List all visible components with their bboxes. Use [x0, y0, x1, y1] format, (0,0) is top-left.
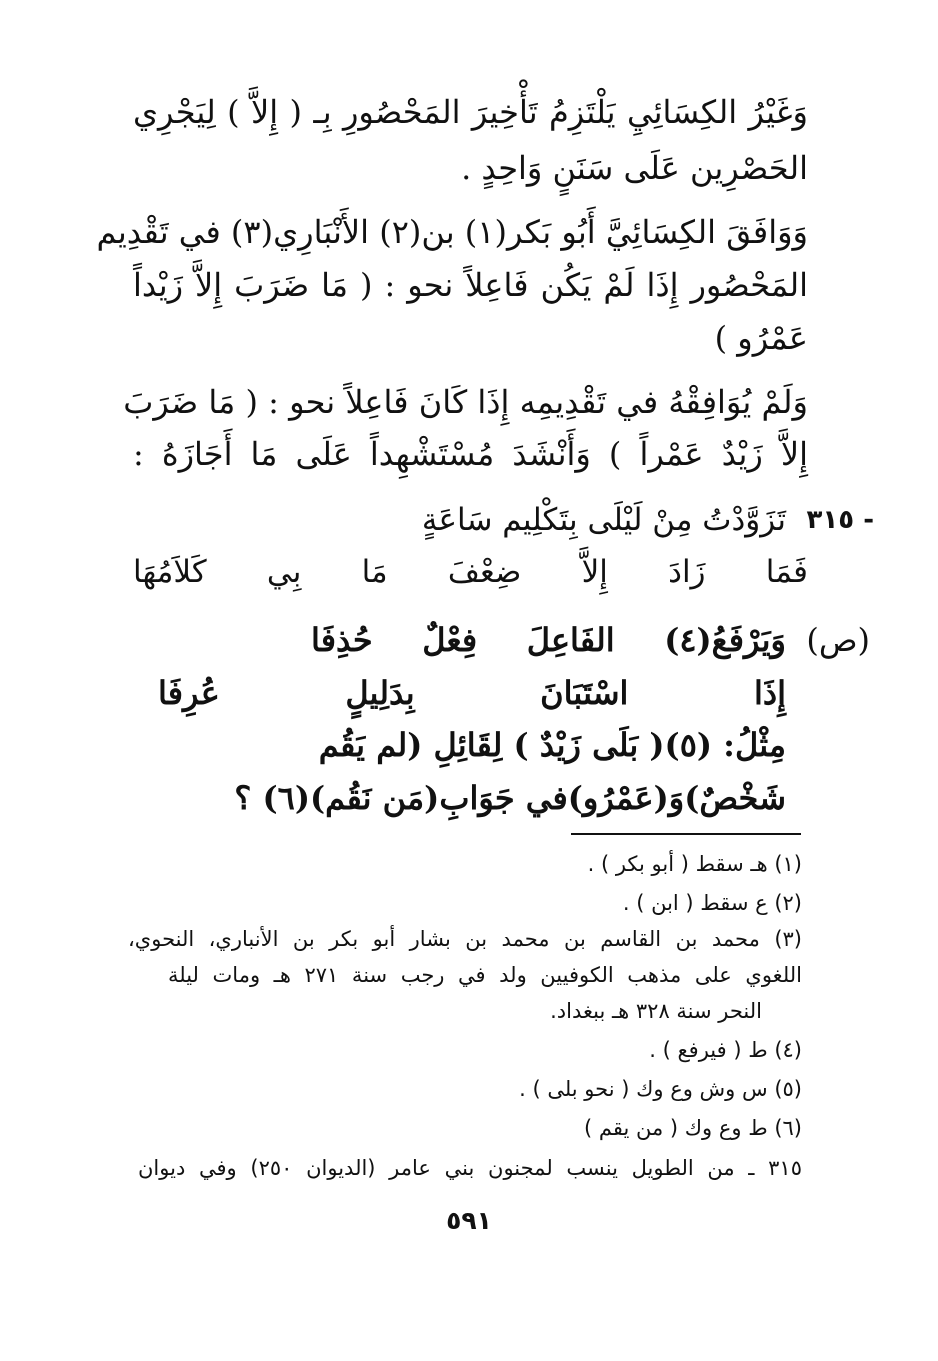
matn-marker: (ص) — [806, 621, 870, 659]
poem-hemistich-1: تَزَوَّدْتُ مِنْ لَيْلَى بِتَكْلِيم سَاعَةٍ — [421, 502, 786, 538]
matn-line-3: مِثْلُ: (٥)( بَلَى زَيْدٌ ) لِقَائِلِ (لم يَقُم — [318, 726, 786, 764]
paragraph-3-line-2: إِلاَّ زَيْدٌ عَمْراً ) وَأَنْشَدَ مُسْتَشْهِداً عَلَى مَا أَجَازَهُ : — [133, 435, 808, 473]
poem-number: ٣١٥ - — [806, 505, 874, 535]
paragraph-1-line-2: الحَصْرِين عَلَى سَنَنٍ وَاحِدٍ . — [461, 149, 808, 187]
paragraph-3-line-1: وَلَمْ يُوَافِقْهُ في تَقْدِيمِه إِذَا كَانَ فَاعِلاً نحو : ( مَا ضَرَبَ — [123, 383, 808, 421]
footnote-4: (٤) ط ( فيرفع ) . — [649, 1038, 802, 1062]
footnote-separator — [571, 833, 801, 835]
matn-line-2: إِذَا اسْتَبَانَ بِدَلِيلٍ عُرِفَا — [158, 674, 786, 712]
matn-line-1: وَيَرْفَعُ(٤) الفَاعِلَ فِعْلٌ حُذِفَا — [311, 621, 786, 659]
footnote-5: (٥) س وش وع وك ( نحو بلى ) . — [519, 1077, 802, 1101]
paragraph-2-line-2: المَحْصُور إِذَا لَمْ يَكُن فَاعِلاً نحو : ( مَا ضَرَبَ إِلاَّ زَيْداً — [133, 266, 808, 304]
poem-hemistich-2: فَمَا زَادَ إِلاَّ ضِعْفَ مَا بِي كَلاَمُهَا — [133, 554, 808, 590]
footnote-1: (١) هـ سقط ( أبو بكر ) . — [587, 852, 802, 876]
footnote-6: (٦) ط وع وك ( من يقم ) — [583, 1116, 802, 1140]
footnote-315: ٣١٥ ـ من الطويل ينسب لمجنون بني عامر (الديوان ٢٥٠) وفي ديوان — [138, 1156, 802, 1180]
matn-line-4: شَخْصٌ)وَ(عَمْرُو)في جَوَابِ(مَن نَقُم)(٦) ؟ — [234, 779, 786, 817]
paragraph-2-line-3: عَمْرُو ) — [714, 319, 808, 357]
footnote-2: (٢) ع سقط ( ابن ) . — [622, 891, 802, 915]
paragraph-2-line-1: وَوَافَقَ الكِسَائِيَّ أَبُو بَكر(١) بن(٢) الأَنْبَارِي(٣) في تَقْدِيم — [96, 213, 808, 251]
footnote-3-line-3: النحر سنة ٣٢٨ هـ ببغداد. — [550, 999, 762, 1023]
page-number: ٥٩١ — [446, 1206, 492, 1235]
footnote-3-line-2: اللغوي على مذهب الكوفيين ولد في رجب سنة ٢٧١ هـ ومات ليلة — [168, 963, 802, 987]
paragraph-1-line-1: وَغَيْرُ الكِسَائِيِ يَلْتَزِمُ تَأْخِيرَ المَحْصُورِ بِـ ( إِلاَّ ) لِيَجْرِي — [133, 93, 808, 131]
footnote-3-line-1: (٣) محمد بن القاسم بن محمد بن بشار أبو بكر بن الأنباري، النحوي، — [128, 927, 802, 951]
